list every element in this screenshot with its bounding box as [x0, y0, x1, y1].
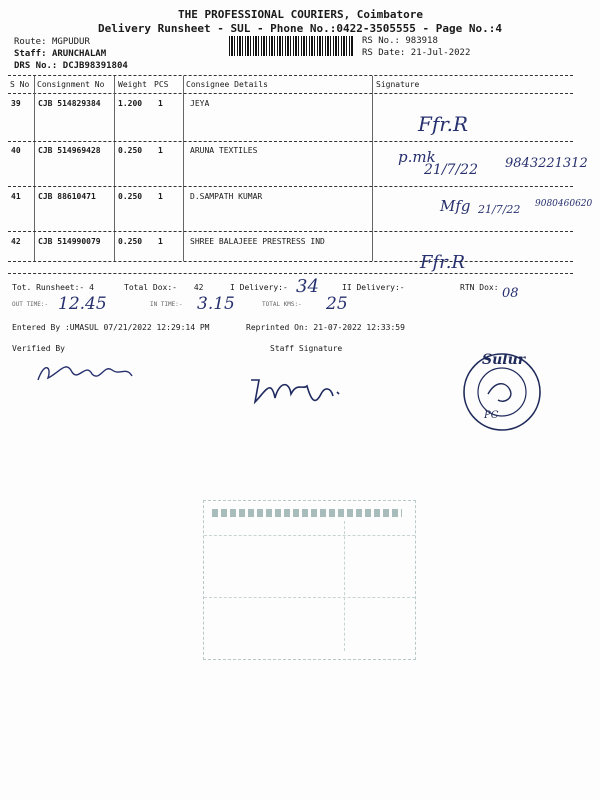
- col-header-pcs: PCS: [154, 80, 169, 89]
- row-weight: 1.200: [118, 99, 143, 108]
- row-pcs: 1: [158, 237, 163, 246]
- out-time-label: OUT TIME:-: [12, 301, 49, 308]
- verified-signature: [30, 352, 140, 392]
- in-time-value: 3.15: [197, 294, 235, 314]
- rs-no-line: [362, 36, 438, 46]
- stamp-divider: [344, 521, 345, 651]
- rtn-dox-value: 08: [502, 286, 519, 301]
- stamp-rule: [204, 597, 415, 598]
- i-delivery-value: 34: [296, 276, 319, 297]
- col-header-consignment: Consignment No: [37, 80, 105, 89]
- barcode: [229, 36, 353, 56]
- staff-signature-label: Staff Signature: [270, 344, 343, 353]
- table-top-rule: [8, 75, 573, 76]
- staff-label: Staff:: [14, 49, 47, 59]
- runsheet-subtitle: Delivery Runsheet - SUL - Phone No.:0422-3505555 - Page No.:4: [98, 22, 502, 35]
- route-line: [14, 37, 90, 47]
- rs-no-value: 983918: [405, 36, 438, 46]
- row-consignment: CJB 514969428: [38, 146, 101, 155]
- row-rule: [8, 186, 573, 187]
- signature-row-2-date: 21/7/22: [424, 162, 478, 178]
- signature-row-2-phone: 9843221312: [505, 156, 588, 171]
- drs-label: DRS No.:: [14, 61, 58, 71]
- row-rule: [8, 231, 573, 232]
- row-pcs: 1: [158, 146, 163, 155]
- total-runsheet-label: Tot. Runsheet:-: [12, 283, 85, 292]
- total-dox: [124, 283, 203, 292]
- col-divider: [34, 76, 35, 261]
- entered-by: Entered By :UMASUL 07/21/2022 12:29:14 PM: [12, 323, 210, 332]
- rs-date-value: 21-Jul-2022: [410, 48, 471, 58]
- staff-value: ARUNCHALAM: [51, 49, 107, 59]
- out-time-value: 12.45: [58, 294, 107, 314]
- route-label: Route:: [14, 37, 47, 47]
- col-divider: [183, 76, 184, 261]
- reprinted-on: Reprinted On: 21-07-2022 12:33:59: [246, 323, 405, 332]
- total-dox-value: 42: [193, 283, 204, 292]
- row-pcs: 1: [158, 99, 163, 108]
- signature-row-3-date: 21/7/22: [478, 203, 521, 216]
- stamp-header-mark: [212, 509, 402, 517]
- row-sno: 40: [11, 146, 21, 155]
- total-km-value: 25: [326, 294, 348, 314]
- row-weight: 0.250: [118, 146, 143, 155]
- seal-text-bottom: PC: [484, 410, 499, 421]
- verified-by-label: Verified By: [12, 344, 65, 353]
- stamp-rule: [204, 535, 415, 536]
- col-header-weight: Weight: [118, 80, 147, 89]
- signature-row-4: Ffr.R: [420, 252, 466, 273]
- row-pcs: 1: [158, 192, 163, 201]
- row-sno: 39: [11, 99, 21, 108]
- row-consignee: JEYA: [190, 99, 210, 108]
- staff-line: [14, 49, 106, 59]
- company-title: THE PROFESSIONAL COURIERS, Coimbatore: [178, 8, 424, 21]
- row-sno: 41: [11, 192, 21, 201]
- row-rule: [8, 141, 573, 142]
- col-header-sno: S No: [10, 80, 30, 89]
- rtn-dox-label: RTN Dox:: [460, 283, 499, 292]
- staff-signature: [245, 370, 355, 410]
- faded-stamp: [203, 500, 416, 660]
- drs-line: [14, 61, 128, 71]
- route-value: MGPUDUR: [51, 37, 90, 47]
- row-consignment: CJB 514990079: [38, 237, 101, 246]
- total-runsheet-value: 4: [89, 283, 94, 292]
- in-time-label: IN TIME:-: [150, 301, 183, 308]
- signature-row-3-phone: 9080460620: [535, 199, 593, 209]
- totals-rule: [8, 273, 573, 274]
- col-divider: [372, 76, 373, 261]
- total-km-label: TOTAL KMS:-: [262, 301, 302, 308]
- signature-row-1: Ffr.R: [418, 112, 469, 136]
- rs-date-line: [362, 48, 470, 58]
- signature-row-3-name: Mfg: [440, 197, 471, 215]
- table-bottom-rule: [8, 261, 573, 262]
- row-consignee: ARUNA TEXTILES: [190, 146, 258, 155]
- seal-text-top: Sulur: [482, 352, 526, 368]
- row-consignment: CJB 88610471: [38, 192, 96, 201]
- i-delivery-label: I Delivery:-: [230, 283, 288, 292]
- signature-row-2-name: p.mk: [398, 148, 436, 166]
- row-weight: 0.250: [118, 192, 143, 201]
- rs-no-label: RS No.:: [362, 36, 400, 46]
- total-dox-label: Total Dox:-: [124, 283, 177, 292]
- drs-value: DCJB98391804: [62, 61, 128, 71]
- table-header-rule: [8, 93, 573, 94]
- col-header-consignee: Consignee Details: [186, 80, 268, 89]
- row-consignee: D.SAMPATH KUMAR: [190, 192, 263, 201]
- row-consignment: CJB 514829384: [38, 99, 101, 108]
- rs-date-label: RS Date:: [362, 48, 406, 58]
- row-sno: 42: [11, 237, 21, 246]
- col-header-signature: Signature: [376, 80, 420, 89]
- ii-delivery-label: II Delivery:-: [342, 283, 405, 292]
- total-runsheet: [12, 283, 94, 292]
- row-consignee: SHREE BALAJEEE PRESTRESS IND: [190, 237, 325, 246]
- row-weight: 0.250: [118, 237, 143, 246]
- col-divider: [114, 76, 115, 261]
